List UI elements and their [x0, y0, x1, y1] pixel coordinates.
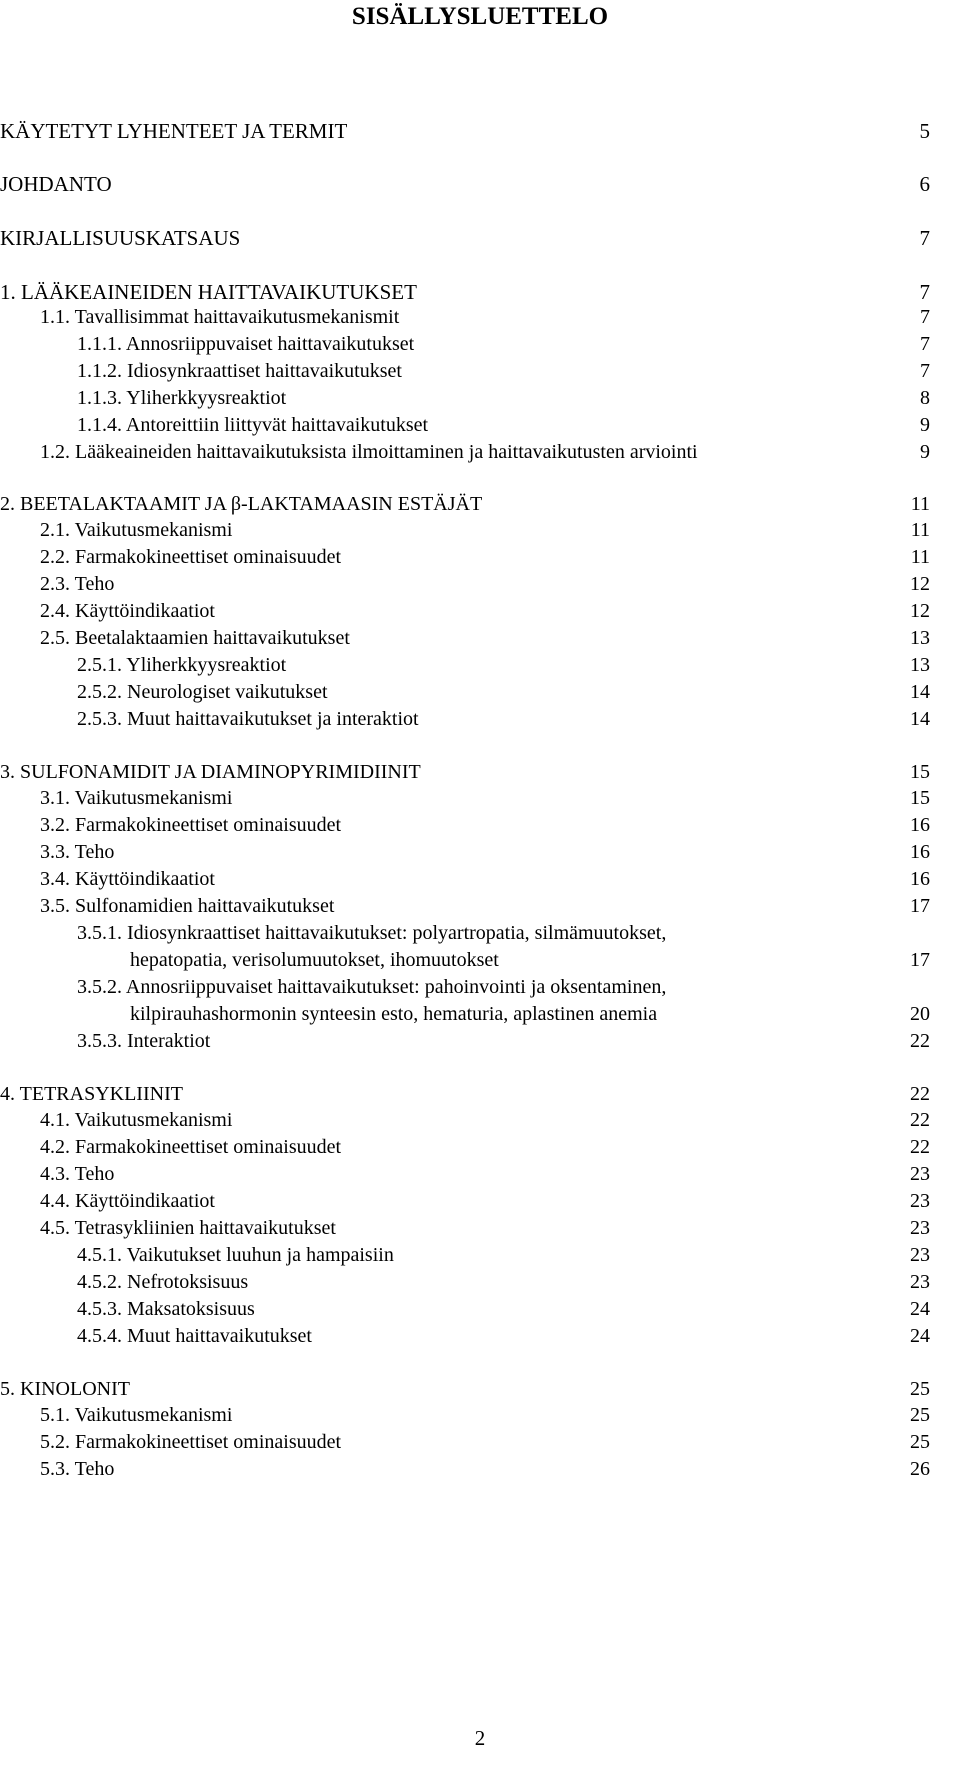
toc-entry-label: 5. KINOLONIT [0, 1378, 130, 1400]
toc-entry-label: 4.5. Tetrasykliinien haittavaikutukset [40, 1217, 336, 1239]
toc-entry-label: 5.3. Teho [40, 1458, 115, 1480]
toc-entry [0, 1375, 960, 1403]
toc-entry [0, 1428, 960, 1456]
toc-entry [0, 384, 960, 412]
toc-entry-label: 3.5.3. Interaktiot [77, 1030, 211, 1052]
toc-entry-page: 22 [910, 1083, 930, 1105]
toc-entry-label: 3.3. Teho [40, 841, 115, 863]
toc-entry-page: 11 [910, 493, 930, 515]
toc-entry-page: 22 [910, 1109, 930, 1131]
toc-entry [0, 1160, 960, 1188]
toc-entry-label: 1.1. Tavallisimmat haittavaikutusmekanismit [40, 306, 400, 328]
toc-entry [0, 973, 960, 1001]
toc-entry [0, 811, 960, 839]
toc-entry [0, 516, 960, 544]
toc-entry-label: 1.1.3. Yliherkkyysreaktiot [77, 387, 287, 409]
toc-entry-page: 17 [910, 895, 930, 917]
toc-entry-page: 7 [920, 306, 930, 328]
toc-entry-page: 7 [919, 226, 930, 250]
toc-entry-label: 2.5.3. Muut haittavaikutukset ja interaktiot [77, 708, 419, 730]
toc-entry-page: 7 [919, 280, 930, 304]
toc-entry-label: 4.3. Teho [40, 1163, 115, 1185]
toc-entry-page: 15 [910, 787, 930, 809]
toc-entry-label: 1.1.1. Annosriippuvaiset haittavaikutukset [77, 333, 415, 355]
toc-entry [0, 705, 960, 733]
toc-entry-page: 26 [910, 1458, 930, 1480]
toc-entry [0, 570, 960, 598]
toc-entry-label: 4.1. Vaikutusmekanismi [40, 1109, 233, 1131]
toc-entry [0, 838, 960, 866]
toc-entry-label: 5.1. Vaikutusmekanismi [40, 1404, 233, 1426]
toc-entry [0, 411, 960, 439]
toc-entry-page: 14 [910, 708, 930, 730]
toc-entry-label: 2.2. Farmakokineettiset ominaisuudet [40, 546, 342, 568]
toc-entry-label: 2.1. Vaikutusmekanismi [40, 519, 233, 541]
toc-entry-page: 24 [910, 1298, 930, 1320]
toc-entry-page: 25 [910, 1404, 930, 1426]
toc-entry-label: kilpirauhashormonin synteesin esto, hematuria, aplastinen anemia [130, 1003, 658, 1025]
toc-entry-page: 12 [910, 600, 930, 622]
toc-entry-label: 1.2. Lääkeaineiden haittavaikutuksista ilmoittaminen ja haittavaikutusten arviointi [40, 441, 698, 463]
toc-entry-page: 23 [910, 1163, 930, 1185]
toc-entry-page: 12 [910, 573, 930, 595]
toc-entry-label: 2.5.2. Neurologiset vaikutukset [77, 681, 328, 703]
toc-entry [0, 1000, 960, 1028]
toc-entry-label: 2.4. Käyttöindikaatiot [40, 600, 215, 622]
toc-entry [0, 758, 960, 786]
toc-entry-label: 1.1.2. Idiosynkraattiset haittavaikutukset [77, 360, 402, 382]
toc-entry-label: 4. TETRASYKLIINIT [0, 1083, 183, 1105]
toc-entry-label: hepatopatia, verisolumuutokset, ihomuutokset [130, 949, 499, 971]
toc-entry-label: 4.5.1. Vaikutukset luuhun ja hampaisiin [77, 1244, 394, 1266]
toc-entry [0, 1455, 960, 1483]
toc-entry-label: 3.4. Käyttöindikaatiot [40, 868, 215, 890]
toc-entry-label: 3.5.1. Idiosynkraattiset haittavaikutukset: polyartropatia, silmämuutokset, [77, 922, 667, 944]
toc-entry-label: JOHDANTO [0, 172, 112, 196]
toc-entry [0, 1295, 960, 1323]
toc-entry [0, 1106, 960, 1134]
toc-entry-label: 4.4. Käyttöindikaatiot [40, 1190, 215, 1212]
toc-entry [0, 892, 960, 920]
page-number: 2 [474, 1726, 486, 1750]
toc-entry-label: 2. BEETALAKTAAMIT JA β-LAKTAMAASIN ESTÄJÄT [0, 493, 483, 515]
toc-entry-label: 3.1. Vaikutusmekanismi [40, 787, 233, 809]
toc-entry-page: 6 [919, 172, 930, 196]
toc-entry-label: 3.5.2. Annosriippuvaiset haittavaikutukset: pahoinvointi ja oksentaminen, [77, 976, 667, 998]
toc-entry [0, 278, 960, 306]
toc-entry [0, 624, 960, 652]
toc-entry-page: 25 [910, 1431, 930, 1453]
toc-entry-label: 2.5.1. Yliherkkyysreaktiot [77, 654, 287, 676]
toc-entry [0, 330, 960, 358]
toc-entry-page: 23 [910, 1217, 930, 1239]
toc-entry-page: 25 [910, 1378, 930, 1400]
toc-entry-page: 16 [910, 814, 930, 836]
toc-entry [0, 919, 960, 947]
page-title: SISÄLLYSLUETTELO [351, 3, 609, 30]
toc-entry [0, 543, 960, 571]
toc-entry-page: 7 [920, 360, 930, 382]
toc-entry-page: 23 [910, 1271, 930, 1293]
toc-entry-label: 3. SULFONAMIDIT JA DIAMINOPYRIMIDIINIT [0, 761, 421, 783]
toc-entry-page: 23 [910, 1244, 930, 1266]
toc-entry-page: 16 [910, 868, 930, 890]
toc-entry-label: KÄYTETYT LYHENTEET JA TERMIT [0, 119, 348, 143]
toc-entry-page: 24 [910, 1325, 930, 1347]
toc-entry [0, 357, 960, 385]
toc-entry-page: 8 [920, 387, 930, 409]
toc-entry-label: 1. LÄÄKEAINEIDEN HAITTAVAIKUTUKSET [0, 280, 417, 304]
toc-entry [0, 1268, 960, 1296]
toc-entry [0, 1187, 960, 1215]
toc-entry-page: 11 [910, 519, 930, 541]
toc-entry [0, 170, 960, 198]
toc-entry [0, 438, 960, 466]
toc-entry-label: 2.3. Teho [40, 573, 115, 595]
toc-entry-page: 15 [910, 761, 930, 783]
toc-entry-page: 11 [910, 546, 930, 568]
toc-entry-page: 22 [910, 1136, 930, 1158]
toc-entry [0, 1133, 960, 1161]
toc-entry [0, 117, 960, 145]
toc-entry-page: 20 [910, 1003, 930, 1025]
toc-entry [0, 1214, 960, 1242]
toc-entry [0, 224, 960, 252]
toc-entry [0, 490, 960, 518]
toc-entry-label: 4.2. Farmakokineettiset ominaisuudet [40, 1136, 342, 1158]
toc-entry-label: 4.5.3. Maksatoksisuus [77, 1298, 255, 1320]
toc-entry-label: 4.5.2. Nefrotoksisuus [77, 1271, 249, 1293]
toc-entry-label: 3.5. Sulfonamidien haittavaikutukset [40, 895, 335, 917]
toc-entry-label: 3.2. Farmakokineettiset ominaisuudet [40, 814, 342, 836]
toc-entry-label: 5.2. Farmakokineettiset ominaisuudet [40, 1431, 342, 1453]
toc-entry [0, 865, 960, 893]
toc-entry-label: 2.5. Beetalaktaamien haittavaikutukset [40, 627, 350, 649]
toc-entry [0, 597, 960, 625]
toc-entry [0, 1401, 960, 1429]
toc-entry-label: 4.5.4. Muut haittavaikutukset [77, 1325, 312, 1347]
toc-entry [0, 1241, 960, 1269]
toc-entry [0, 1080, 960, 1108]
toc-entry-page: 13 [910, 627, 930, 649]
toc-entry [0, 1027, 960, 1055]
toc-entry-label: KIRJALLISUUSKATSAUS [0, 226, 241, 250]
toc-entry-page: 5 [919, 119, 930, 143]
toc-entry-page: 13 [910, 654, 930, 676]
toc-entry-page: 9 [920, 441, 930, 463]
toc-entry-label: 1.1.4. Antoreittiin liittyvät haittavaikutukset [77, 414, 429, 436]
toc-entry-page: 17 [910, 949, 930, 971]
toc-entry [0, 651, 960, 679]
toc-entry-page: 16 [910, 841, 930, 863]
toc-entry [0, 946, 960, 974]
toc-entry [0, 303, 960, 331]
toc-entry-page: 23 [910, 1190, 930, 1212]
toc-entry-page: 7 [920, 333, 930, 355]
toc-entry [0, 1322, 960, 1350]
toc-entry [0, 784, 960, 812]
toc-entry-page: 22 [910, 1030, 930, 1052]
toc-entry-page: 14 [910, 681, 930, 703]
toc-entry-page: 9 [920, 414, 930, 436]
toc-entry [0, 678, 960, 706]
